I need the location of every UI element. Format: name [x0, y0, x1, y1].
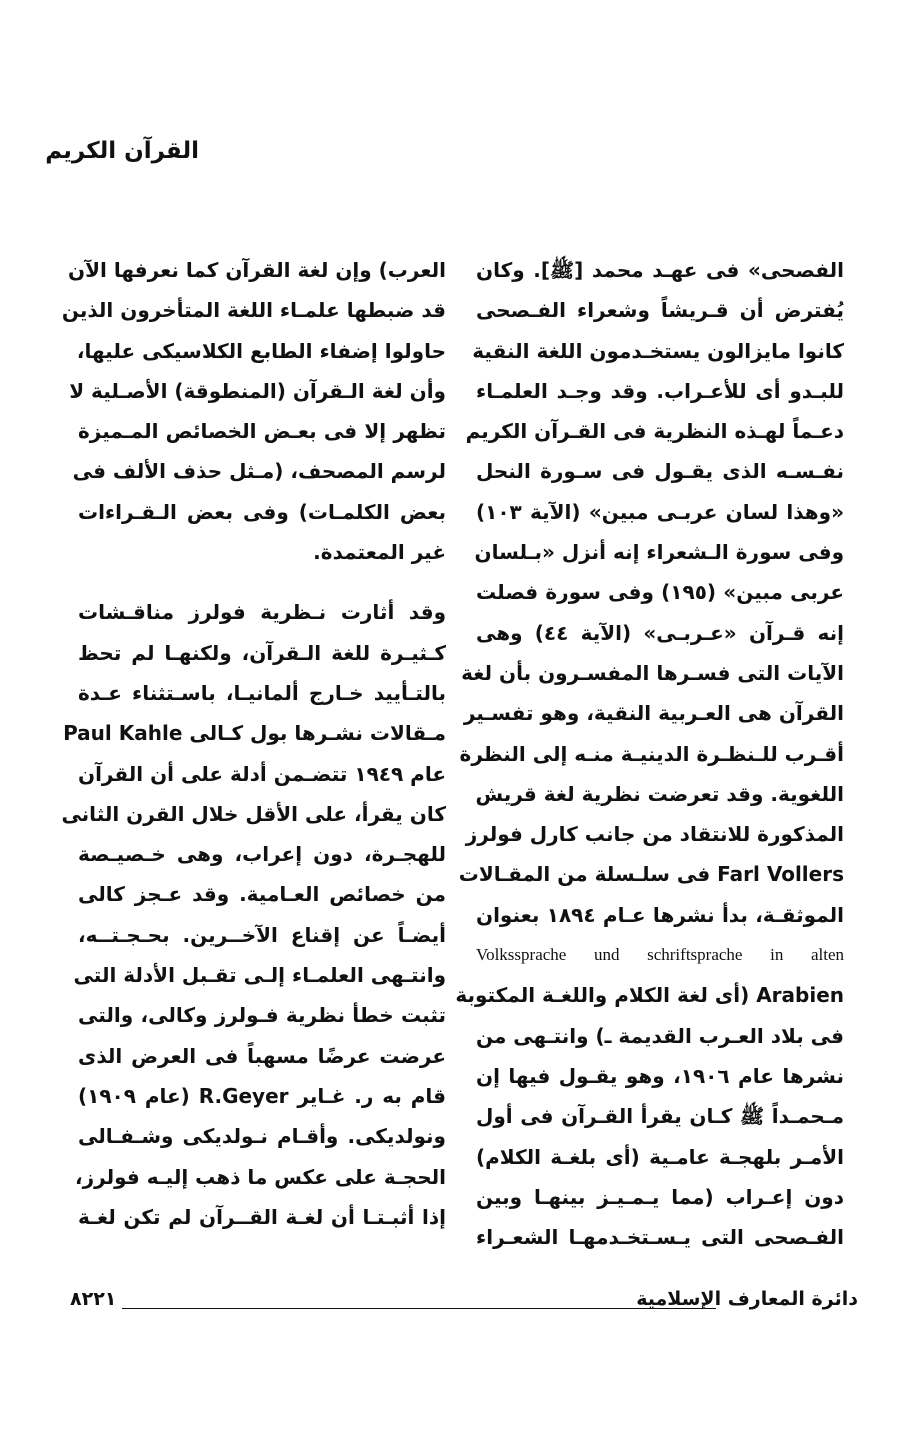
- text-line: يُفترض أن قـريشاً وشعراء الفـصحى: [476, 298, 844, 323]
- text-line: وانتـهى العلمـاء إلـى تقـبل الأدلة التى: [73, 963, 446, 988]
- text-line: بالتـأييد خـارج ألمانيـا، باسـتثناء عـدة: [78, 680, 446, 705]
- text-line-paragraph-start: وقد أثارت نـظرية فولرز مناقـشات: [78, 600, 446, 625]
- text-line: للبـدو أى للأعـراب. وقد وجـد العلمـاء: [476, 378, 844, 403]
- text-line: الفـصحى التى يـسـتخـدمهـا الشعـراء: [476, 1225, 844, 1250]
- page-footer: [70, 1288, 858, 1318]
- running-header-title: القرآن الكريم: [45, 138, 199, 164]
- left-column: [61, 250, 447, 1237]
- text-line: إذا أثبـتـا أن لغـة القــرآن لم تكن لغـة: [78, 1204, 446, 1229]
- text-line: من خصائص العـامية. وقد عـجز كالى: [78, 882, 446, 907]
- text-line: تثبت خطأ نظرية فـولرز وكالى، والتى: [78, 1003, 446, 1028]
- text-line: أقـرب للـنظـرة الدينيـة منـه إلى النظرة: [459, 741, 844, 766]
- text-line: الحجـة على عكس ما ذهب إليـه فولرز،: [75, 1164, 446, 1189]
- right-column: [455, 250, 844, 1257]
- text-line: حاولوا إضفاء الطابع الكلاسيكى عليها،: [76, 338, 446, 363]
- text-line: الآيات التى فسـرها المفسـرون بأن لغة: [461, 660, 844, 685]
- text-line: لرسم المصحف، (مـثل حذف الألف فى: [72, 459, 446, 484]
- text-line: فى بلاد العـرب القديمة ـ) وانتـهى من: [475, 1023, 844, 1048]
- text-line: وفى سورة الـشعراء إنه أنزل «بـلسان: [474, 540, 844, 565]
- text-line: كـثيـرة للغة الـقرآن، ولكنهـا لم تحظ: [78, 640, 446, 665]
- text-line: دون إعـراب (مما يـمـيـز بينهـا وبين: [476, 1184, 844, 1209]
- text-line: نفـسـه الذى يقـول فى سـورة النحل: [476, 459, 844, 484]
- text-line: عرضت عرضًا مسهباً فى العرض الذى: [78, 1043, 446, 1068]
- text-line: الأمـر بلهجـة عامـية (أى بلغـة الكلام): [476, 1144, 844, 1169]
- text-line-latin: Volkssprache und schriftsprache in alten: [476, 945, 844, 965]
- text-line: كانوا مايزالون يستخـدمون اللغة النقية: [472, 338, 844, 363]
- text-line: مـقالات نشـرها بول كـالى Paul Kahle: [63, 721, 446, 746]
- text-line: Farl Vollers فى سلـسلة من المقـالات: [458, 862, 844, 887]
- text-line: قام به ر. غـاير R.Geyer (عام ١٩٠٩): [78, 1083, 447, 1108]
- text-line: وأن لغة الـقرآن (المنطوقة) الأصـلية لا: [69, 378, 446, 403]
- text-line: بعض الكلمـات) وفى بعض الـقـراءات: [78, 499, 446, 524]
- footer-journal-title: دائرة المعارف الإسلامية: [636, 1288, 858, 1310]
- text-line: اللغوية. وقد تعرضت نظرية لغة قريش: [475, 781, 844, 806]
- footer-rule: [122, 1308, 716, 1309]
- page-number: ٨٢٢١: [70, 1288, 117, 1310]
- text-line: كان يقرأ، على الأقل خلال القرن الثانى: [61, 801, 446, 826]
- text-line: إنه قـرآن «عـربـى» (الآية ٤٤) وهى: [476, 620, 844, 645]
- text-line: القرآن هى العـربية النقية، وهو تفسـير: [463, 701, 844, 726]
- text-line: المذكورة للانتقاد من جانب كارل فولرز: [465, 822, 844, 847]
- text-line: تظهر إلا فى بعـض الخصائص المـميزة: [78, 419, 446, 444]
- text-line-paragraph-end: غير المعتمدة.: [313, 540, 446, 565]
- text-line: مـحمـداً ﷺ كـان يقرأ القـرآن فى أول: [476, 1104, 844, 1129]
- text-line: عربى مبين» (١٩٥) وفى سورة فصلت: [476, 580, 844, 605]
- text-line: نشرها عام ١٩٠٦، وهو يقـول فيها إن: [476, 1063, 844, 1088]
- text-line: دعـماً لهـذه النظرية فى القـرآن الكريم: [465, 419, 844, 444]
- text-line: الموثقـة، بدأ نشرها عـام ١٨٩٤ بعنوان: [476, 902, 844, 927]
- text-line: «وهذا لسان عربـى مبين» (الآية ١٠٣): [476, 499, 844, 524]
- text-line: ونولديكى. وأقـام نـولديكى وشـفـالى: [78, 1124, 446, 1149]
- text-line: عام ١٩٤٩ تتضـمن أدلة على أن القرآن: [78, 761, 447, 786]
- text-line: العرب) وإن لغة القرآن كما نعرفها الآن: [68, 258, 446, 282]
- text-line: Arabien (أى لغة الكلام واللغـة المكتوبة: [455, 983, 844, 1008]
- text-line: أيضـاً عن إقناع الآخــرين. بحـجـتــه،: [78, 922, 446, 947]
- text-line: قد ضبطها علمـاء اللغة المتأخرون الذين: [61, 298, 446, 323]
- text-line: للهجـرة، دون إعراب، وهى خـصيـصة: [78, 842, 446, 867]
- text-line: الفصحى» فى عهـد محمد [ﷺ]. وكان: [476, 258, 844, 282]
